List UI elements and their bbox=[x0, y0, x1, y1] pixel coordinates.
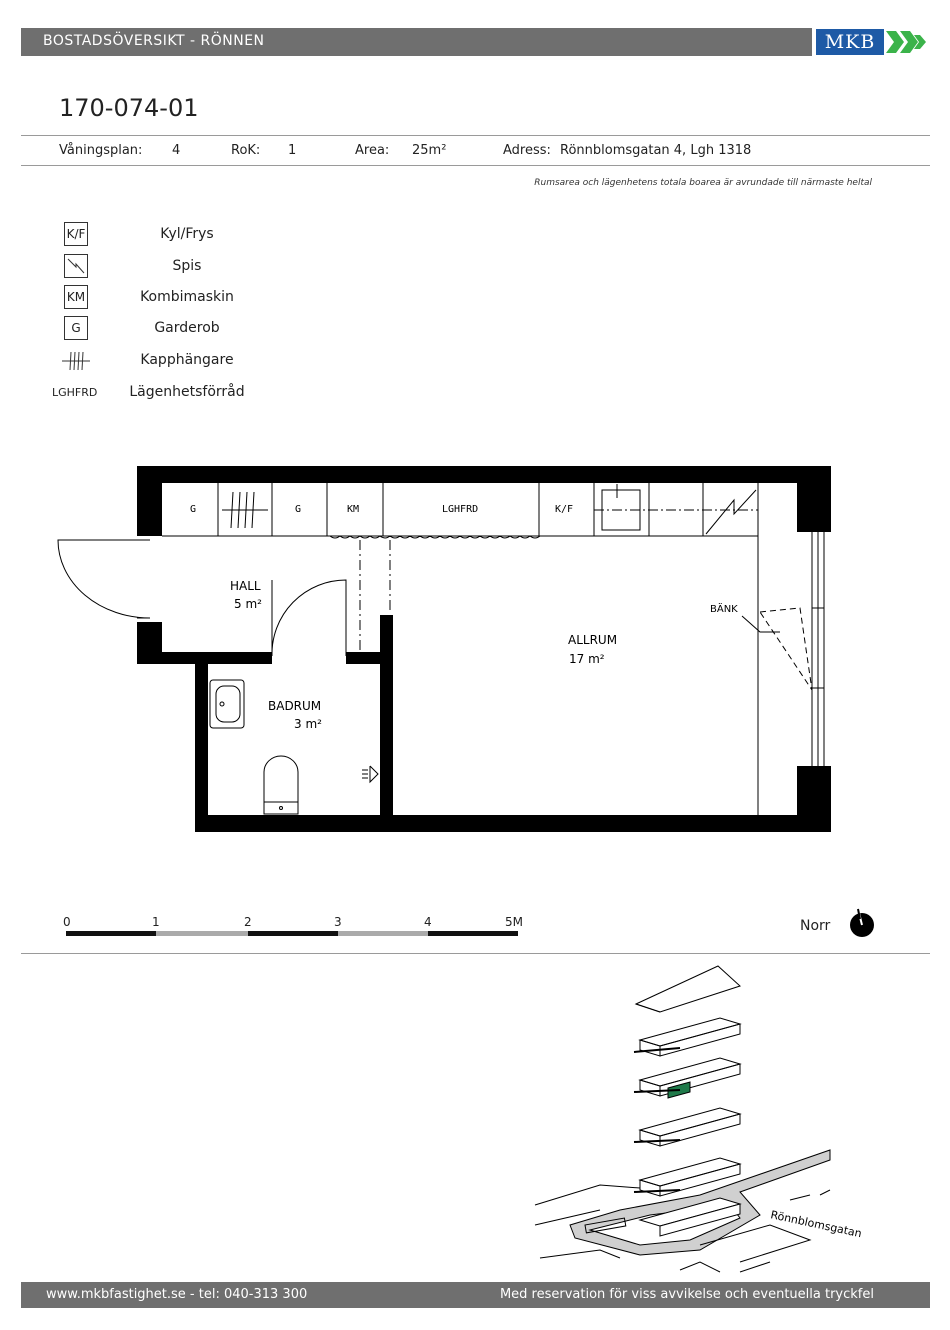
apartment-number: 170-074-01 bbox=[59, 94, 199, 122]
address-value: Rönnblomsgatan 4, Lgh 1318 bbox=[560, 143, 752, 158]
legend-item bbox=[52, 254, 292, 280]
mkb-logo bbox=[812, 28, 930, 56]
window bbox=[812, 532, 824, 766]
stove-icon bbox=[64, 254, 88, 278]
cabinet-label: G bbox=[295, 504, 302, 515]
footer-disclaimer: Med reservation för viss avvikelse och eventuella tryckfel bbox=[499, 1287, 874, 1302]
legend-item bbox=[52, 316, 292, 342]
floor-block bbox=[634, 1058, 740, 1098]
floor-block bbox=[634, 1108, 740, 1146]
floor-label: Våningsplan: bbox=[59, 143, 143, 158]
north-label: Norr bbox=[800, 918, 831, 934]
logo-arrows-icon bbox=[884, 29, 928, 55]
cabinet-label: KM bbox=[347, 504, 360, 515]
scale-tick: 0 bbox=[63, 915, 71, 929]
combi-machine-icon: KM bbox=[64, 285, 88, 309]
bank-label: BÄNK bbox=[710, 604, 738, 615]
cabinet-row bbox=[162, 483, 758, 815]
rok-label: RoK: bbox=[231, 143, 261, 158]
hall-label: HALL bbox=[230, 579, 261, 593]
address-label: Adress: bbox=[503, 143, 551, 158]
scale-tick: 3 bbox=[334, 915, 342, 929]
scale-tick: 2 bbox=[244, 915, 252, 929]
rok-value: 1 bbox=[288, 143, 297, 158]
badrum-area: 3 m² bbox=[294, 717, 322, 731]
walls bbox=[137, 466, 831, 832]
allrum-area: 17 m² bbox=[569, 652, 605, 666]
legend-label: Kyl/Frys bbox=[160, 226, 214, 242]
floor-plan bbox=[0, 440, 950, 860]
legend-label: Spis bbox=[172, 258, 202, 274]
area-note: Rumsarea och lägenhetens totala boarea är avrundade till närmaste heltal bbox=[534, 178, 872, 188]
floor-block bbox=[634, 1018, 740, 1056]
scale-tick: 4 bbox=[424, 915, 432, 929]
floor-value: 4 bbox=[172, 143, 181, 158]
cabinet-label: LGHFRD bbox=[442, 504, 479, 515]
allrum-label: ALLRUM bbox=[568, 633, 618, 647]
legend-label: Lägenhetsförråd bbox=[129, 384, 245, 400]
legend-label: Garderob bbox=[154, 320, 220, 336]
scale-tick: 5M bbox=[505, 915, 523, 929]
wardrobe-icon: G bbox=[64, 316, 88, 340]
legend-item bbox=[52, 348, 292, 374]
scale-tick: 1 bbox=[152, 915, 160, 929]
badrum-label: BADRUM bbox=[268, 699, 322, 713]
divider bbox=[21, 135, 930, 136]
storage-icon: LGHFRD bbox=[52, 386, 98, 399]
legend-label: Kapphängare bbox=[140, 352, 234, 368]
footer-bar bbox=[21, 1282, 930, 1308]
fridge-freezer-icon: K/F bbox=[64, 222, 88, 246]
cabinet-label: K/F bbox=[555, 504, 574, 515]
site-illustration bbox=[520, 960, 863, 1278]
header-bar bbox=[21, 28, 930, 56]
header-title: BOSTADSÖVERSIKT - RÖNNEN bbox=[43, 33, 265, 49]
hall-area: 5 m² bbox=[234, 597, 262, 611]
cabinet-label: G bbox=[190, 504, 197, 515]
footer-contact: www.mkbfastighet.se - tel: 040-313 300 bbox=[46, 1287, 308, 1302]
north-arrow-icon bbox=[848, 908, 876, 938]
mkb-logo-text: MKB bbox=[816, 29, 884, 55]
divider bbox=[21, 953, 930, 954]
street-label: Rönnblomsgatan bbox=[769, 1208, 863, 1241]
legend-item bbox=[52, 380, 292, 406]
legend-item bbox=[52, 222, 292, 248]
legend-label: Kombimaskin bbox=[140, 289, 234, 305]
coat-hanger-icon bbox=[62, 350, 90, 376]
bathroom-fixtures bbox=[210, 616, 780, 814]
doors bbox=[58, 540, 812, 690]
area-value: 25m² bbox=[412, 143, 447, 158]
area-label: Area: bbox=[355, 143, 390, 158]
legend-item bbox=[52, 285, 292, 311]
divider bbox=[21, 165, 930, 166]
